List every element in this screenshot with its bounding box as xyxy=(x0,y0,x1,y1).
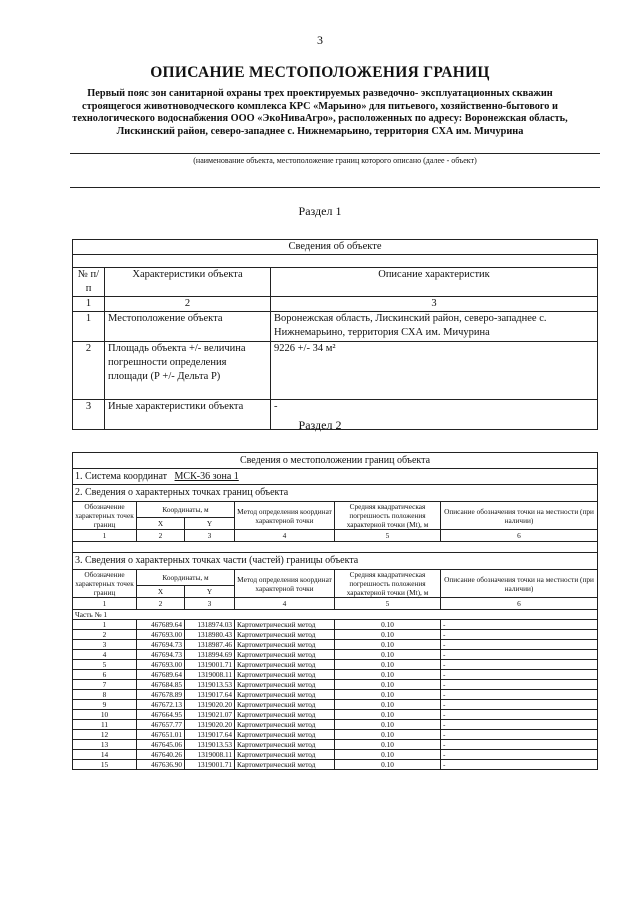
point-description: - xyxy=(441,690,598,700)
point-description: - xyxy=(441,720,598,730)
x-coordinate: 467689.64 xyxy=(137,620,185,630)
object-info-table xyxy=(72,239,598,430)
point-description: - xyxy=(441,620,598,630)
section2-heading: Раздел 2 xyxy=(298,418,342,432)
method: Картометрический метод xyxy=(235,730,335,740)
point-description: - xyxy=(441,670,598,680)
col-number: 4 xyxy=(235,598,335,610)
y-coordinate: 1319020.20 xyxy=(185,720,235,730)
point-row xyxy=(73,630,598,640)
col-header: № п/п xyxy=(73,268,105,297)
col-number: 2 xyxy=(137,598,185,610)
col-number: 5 xyxy=(335,530,441,542)
x-coordinate: 467645.06 xyxy=(137,740,185,750)
col-number: 6 xyxy=(441,598,598,610)
col-number: 4 xyxy=(235,530,335,542)
page-number: 3 xyxy=(317,33,323,47)
col-number: 6 xyxy=(441,530,598,542)
point-number: 4 xyxy=(73,650,137,660)
x-coordinate: 467684.85 xyxy=(137,680,185,690)
col-number: 2 xyxy=(105,297,271,312)
y-coordinate: 1319008.11 xyxy=(185,670,235,680)
point-description: - xyxy=(441,700,598,710)
row-number: 3 xyxy=(73,400,105,430)
point-number: 3 xyxy=(73,640,137,650)
y-coordinate: 1318974.03 xyxy=(185,620,235,630)
point-number: 8 xyxy=(73,690,137,700)
col-number: 1 xyxy=(73,530,137,542)
table1-spacer xyxy=(73,255,598,268)
point-number: 10 xyxy=(73,710,137,720)
col-header: Описание характеристик xyxy=(271,268,598,297)
subsection2-title: 2. Сведения о характерных точках границ объекта xyxy=(73,485,598,502)
underline-2 xyxy=(70,187,600,188)
mean-error: 0.10 xyxy=(335,760,441,770)
x-header: X xyxy=(137,518,185,530)
point-number: 11 xyxy=(73,720,137,730)
point-description: - xyxy=(441,630,598,640)
method: Картометрический метод xyxy=(235,740,335,750)
point-row xyxy=(73,730,598,740)
point-row xyxy=(73,660,598,670)
y-coordinate: 1319001.71 xyxy=(185,660,235,670)
point-number: 1 xyxy=(73,620,137,630)
y-coordinate: 1319001.71 xyxy=(185,760,235,770)
point-row xyxy=(73,690,598,700)
method: Картометрический метод xyxy=(235,750,335,760)
point-row xyxy=(73,710,598,720)
y-header: Y xyxy=(185,518,235,530)
point-row xyxy=(73,680,598,690)
underline-1 xyxy=(70,153,600,154)
mean-error: 0.10 xyxy=(335,650,441,660)
point-number: 6 xyxy=(73,670,137,680)
mean-error: 0.10 xyxy=(335,690,441,700)
point-description: - xyxy=(441,750,598,760)
mean-error: 0.10 xyxy=(335,700,441,710)
mean-error: 0.10 xyxy=(335,640,441,650)
point-description: - xyxy=(441,710,598,720)
point-row xyxy=(73,640,598,650)
document-title: ОПИСАНИЕ МЕСТОПОЛОЖЕНИЯ ГРАНИЦ xyxy=(150,64,490,81)
row-number: 2 xyxy=(73,342,105,400)
mean-error: 0.10 xyxy=(335,630,441,640)
x-coordinate: 467693.00 xyxy=(137,630,185,640)
section1-heading: Раздел 1 xyxy=(298,204,342,218)
method: Картометрический метод xyxy=(235,650,335,660)
object-caption: (наименование объекта, местоположение границ которого описано (далее - объект) xyxy=(193,156,477,165)
x-coordinate: 467694.73 xyxy=(137,650,185,660)
x-coordinate: 467693.00 xyxy=(137,660,185,670)
point-number: 14 xyxy=(73,750,137,760)
point-description: - xyxy=(441,640,598,650)
point-row xyxy=(73,650,598,660)
col-number: 1 xyxy=(73,297,105,312)
point-row xyxy=(73,720,598,730)
coordinate-system-value: МСК-36 зона 1 xyxy=(174,470,239,482)
point-number: 12 xyxy=(73,730,137,740)
coords-header: Координаты, м xyxy=(137,502,235,518)
point-description: - xyxy=(441,740,598,750)
col-number: 3 xyxy=(185,598,235,610)
x-coordinate: 467672.13 xyxy=(137,700,185,710)
y-coordinate: 1319017.64 xyxy=(185,690,235,700)
mean-error: 0.10 xyxy=(335,660,441,670)
y-coordinate: 1319008.11 xyxy=(185,750,235,760)
table1-title: Сведения об объекте xyxy=(73,240,598,255)
characteristic-value: Воронежская область, Лискинский район, северо-западнее с. Нижнемарьино, территория СХА им. Мичурина xyxy=(271,312,598,342)
point-row xyxy=(73,670,598,680)
mean-error: 0.10 xyxy=(335,680,441,690)
x-coordinate: 467678.89 xyxy=(137,690,185,700)
y-coordinate: 1319020.20 xyxy=(185,700,235,710)
method: Картометрический метод xyxy=(235,720,335,730)
coords-header: Координаты, м xyxy=(137,570,235,586)
y-coordinate: 1319013.53 xyxy=(185,740,235,750)
point-row xyxy=(73,750,598,760)
characteristic-value: - xyxy=(271,400,598,430)
y-coordinate: 1318980.43 xyxy=(185,630,235,640)
row-number: 1 xyxy=(73,312,105,342)
method: Картометрический метод xyxy=(235,710,335,720)
method: Картометрический метод xyxy=(235,690,335,700)
characteristic-name: Иные характеристики объекта xyxy=(105,400,271,430)
characteristic-name: Площадь объекта +/- величина погрешности определения площади (Р +/- Дельта Р) xyxy=(105,342,271,400)
y-coordinate: 1319013.53 xyxy=(185,680,235,690)
method: Картометрический метод xyxy=(235,630,335,640)
col-header: Характеристики объекта xyxy=(105,268,271,297)
method: Картометрический метод xyxy=(235,760,335,770)
x-coordinate: 467689.64 xyxy=(137,670,185,680)
point-number: 15 xyxy=(73,760,137,770)
method-header: Метод определения координат характерной точки xyxy=(235,502,335,530)
point-row xyxy=(73,700,598,710)
point-description: - xyxy=(441,680,598,690)
y-coordinate: 1318987.46 xyxy=(185,640,235,650)
col-number: 3 xyxy=(185,530,235,542)
part-label: Часть № 1 xyxy=(73,610,598,620)
point-description: - xyxy=(441,650,598,660)
x-coordinate: 467651.01 xyxy=(137,730,185,740)
coordinate-system-row xyxy=(73,469,598,485)
method: Картометрический метод xyxy=(235,680,335,690)
mean-error: 0.10 xyxy=(335,730,441,740)
method: Картометрический метод xyxy=(235,670,335,680)
method-header: Метод определения координат характерной точки xyxy=(235,570,335,598)
point-description: - xyxy=(441,660,598,670)
x-coordinate: 467636.90 xyxy=(137,760,185,770)
designation-header: Обозначение характерных точек границ xyxy=(73,570,137,598)
boundary-points-table xyxy=(72,452,598,770)
error-header: Средняя квадратическая погрешность положения характерной точки (Mt), м xyxy=(335,502,441,530)
mean-error: 0.10 xyxy=(335,740,441,750)
mean-error: 0.10 xyxy=(335,670,441,680)
point-description: - xyxy=(441,730,598,740)
point-number: 7 xyxy=(73,680,137,690)
method: Картометрический метод xyxy=(235,660,335,670)
subsection3-title: 3. Сведения о характерных точках части (частей) границы объекта xyxy=(73,553,598,570)
x-header: X xyxy=(137,586,185,598)
characteristic-name: Местоположение объекта xyxy=(105,312,271,342)
x-coordinate: 467657.77 xyxy=(137,720,185,730)
x-coordinate: 467664.95 xyxy=(137,710,185,720)
col-number: 3 xyxy=(271,297,598,312)
error-header: Средняя квадратическая погрешность положения характерной точки (Mt), м xyxy=(335,570,441,598)
col-number: 5 xyxy=(335,598,441,610)
point-description: - xyxy=(441,760,598,770)
mean-error: 0.10 xyxy=(335,720,441,730)
designation-header: Обозначение характерных точек границ xyxy=(73,502,137,530)
mean-error: 0.10 xyxy=(335,620,441,630)
characteristic-value: 9226 +/- 34 м² xyxy=(271,342,598,400)
x-coordinate: 467694.73 xyxy=(137,640,185,650)
coordinate-system-label: 1. Система координат xyxy=(75,470,168,482)
y-coordinate: 1319021.07 xyxy=(185,710,235,720)
mean-error: 0.10 xyxy=(335,750,441,760)
col-number: 1 xyxy=(73,598,137,610)
description-header: Описание обозначения точки на местности (при наличии) xyxy=(441,570,598,598)
y-coordinate: 1319017.64 xyxy=(185,730,235,740)
point-row xyxy=(73,740,598,750)
col-number: 2 xyxy=(137,530,185,542)
point-row xyxy=(73,760,598,770)
method: Картометрический метод xyxy=(235,620,335,630)
empty-row xyxy=(73,542,598,553)
method: Картометрический метод xyxy=(235,640,335,650)
description-header: Описание обозначения точки на местности (при наличии) xyxy=(441,502,598,530)
point-number: 13 xyxy=(73,740,137,750)
object-description: Первый пояс зон санитарной охраны трех проектируемых разведочно- эксплуатационных скважин строящегося животноводческого комплекса КРС «Марьино» для питьевого, хозяйственно-бытового и технологического водоснабжения ООО «ЭкоНиваАгро», расположенных по адресу: Воронежская область, Лискинский район, северо-западнее с. Нижнемарьино, территория СХА им. Мичурина xyxy=(72,88,568,137)
y-coordinate: 1318994.69 xyxy=(185,650,235,660)
point-number: 5 xyxy=(73,660,137,670)
y-header: Y xyxy=(185,586,235,598)
x-coordinate: 467640.26 xyxy=(137,750,185,760)
point-row xyxy=(73,620,598,630)
table2-title: Сведения о местоположении границ объекта xyxy=(73,453,598,469)
mean-error: 0.10 xyxy=(335,710,441,720)
point-number: 9 xyxy=(73,700,137,710)
point-number: 2 xyxy=(73,630,137,640)
method: Картометрический метод xyxy=(235,700,335,710)
